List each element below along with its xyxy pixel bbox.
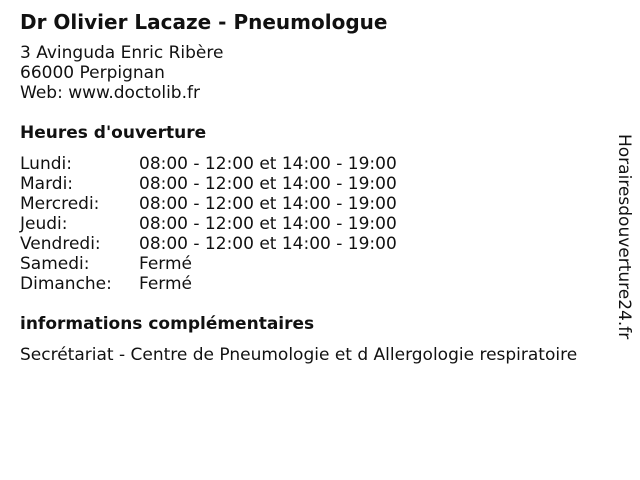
hours-row-dimanche (20, 274, 397, 294)
hours-row-mardi (20, 174, 397, 194)
watermark-container (612, 134, 636, 374)
day-time: Fermé (139, 254, 193, 274)
info-text: Secrétariat - Centre de Pneumologie et d Allergologie respiratoire (20, 345, 578, 365)
day-label: Mardi: (20, 174, 74, 194)
address-web: Web: www.doctolib.fr (20, 83, 200, 103)
address-block (20, 43, 223, 103)
day-time: 08:00 - 12:00 et 14:00 - 19:00 (139, 194, 397, 214)
day-time: 08:00 - 12:00 et 14:00 - 19:00 (139, 214, 397, 234)
day-label: Samedi: (20, 254, 90, 274)
hours-row-jeudi (20, 214, 397, 234)
hours-row-lundi (20, 154, 397, 174)
hours-table (20, 154, 397, 294)
info-heading: informations complémentaires (20, 314, 315, 334)
hours-row-mercredi (20, 194, 397, 214)
watermark-text: Horairesdouverture24.fr (614, 134, 634, 340)
hours-row-vendredi (20, 234, 397, 254)
day-label: Lundi: (20, 154, 72, 174)
day-time: 08:00 - 12:00 et 14:00 - 19:00 (139, 154, 397, 174)
address-street: 3 Avinguda Enric Ribère (20, 43, 224, 63)
hours-row-samedi (20, 254, 397, 274)
day-label: Dimanche: (20, 274, 112, 294)
day-time: 08:00 - 12:00 et 14:00 - 19:00 (139, 174, 397, 194)
day-time: Fermé (139, 274, 193, 294)
day-label: Vendredi: (20, 234, 101, 254)
day-label: Jeudi: (20, 214, 68, 234)
page-title: Dr Olivier Lacaze - Pneumologue (20, 10, 388, 34)
address-city: 66000 Perpignan (20, 63, 165, 83)
day-label: Mercredi: (20, 194, 100, 214)
hours-heading: Heures d'ouverture (20, 123, 207, 143)
day-time: 08:00 - 12:00 et 14:00 - 19:00 (139, 234, 397, 254)
